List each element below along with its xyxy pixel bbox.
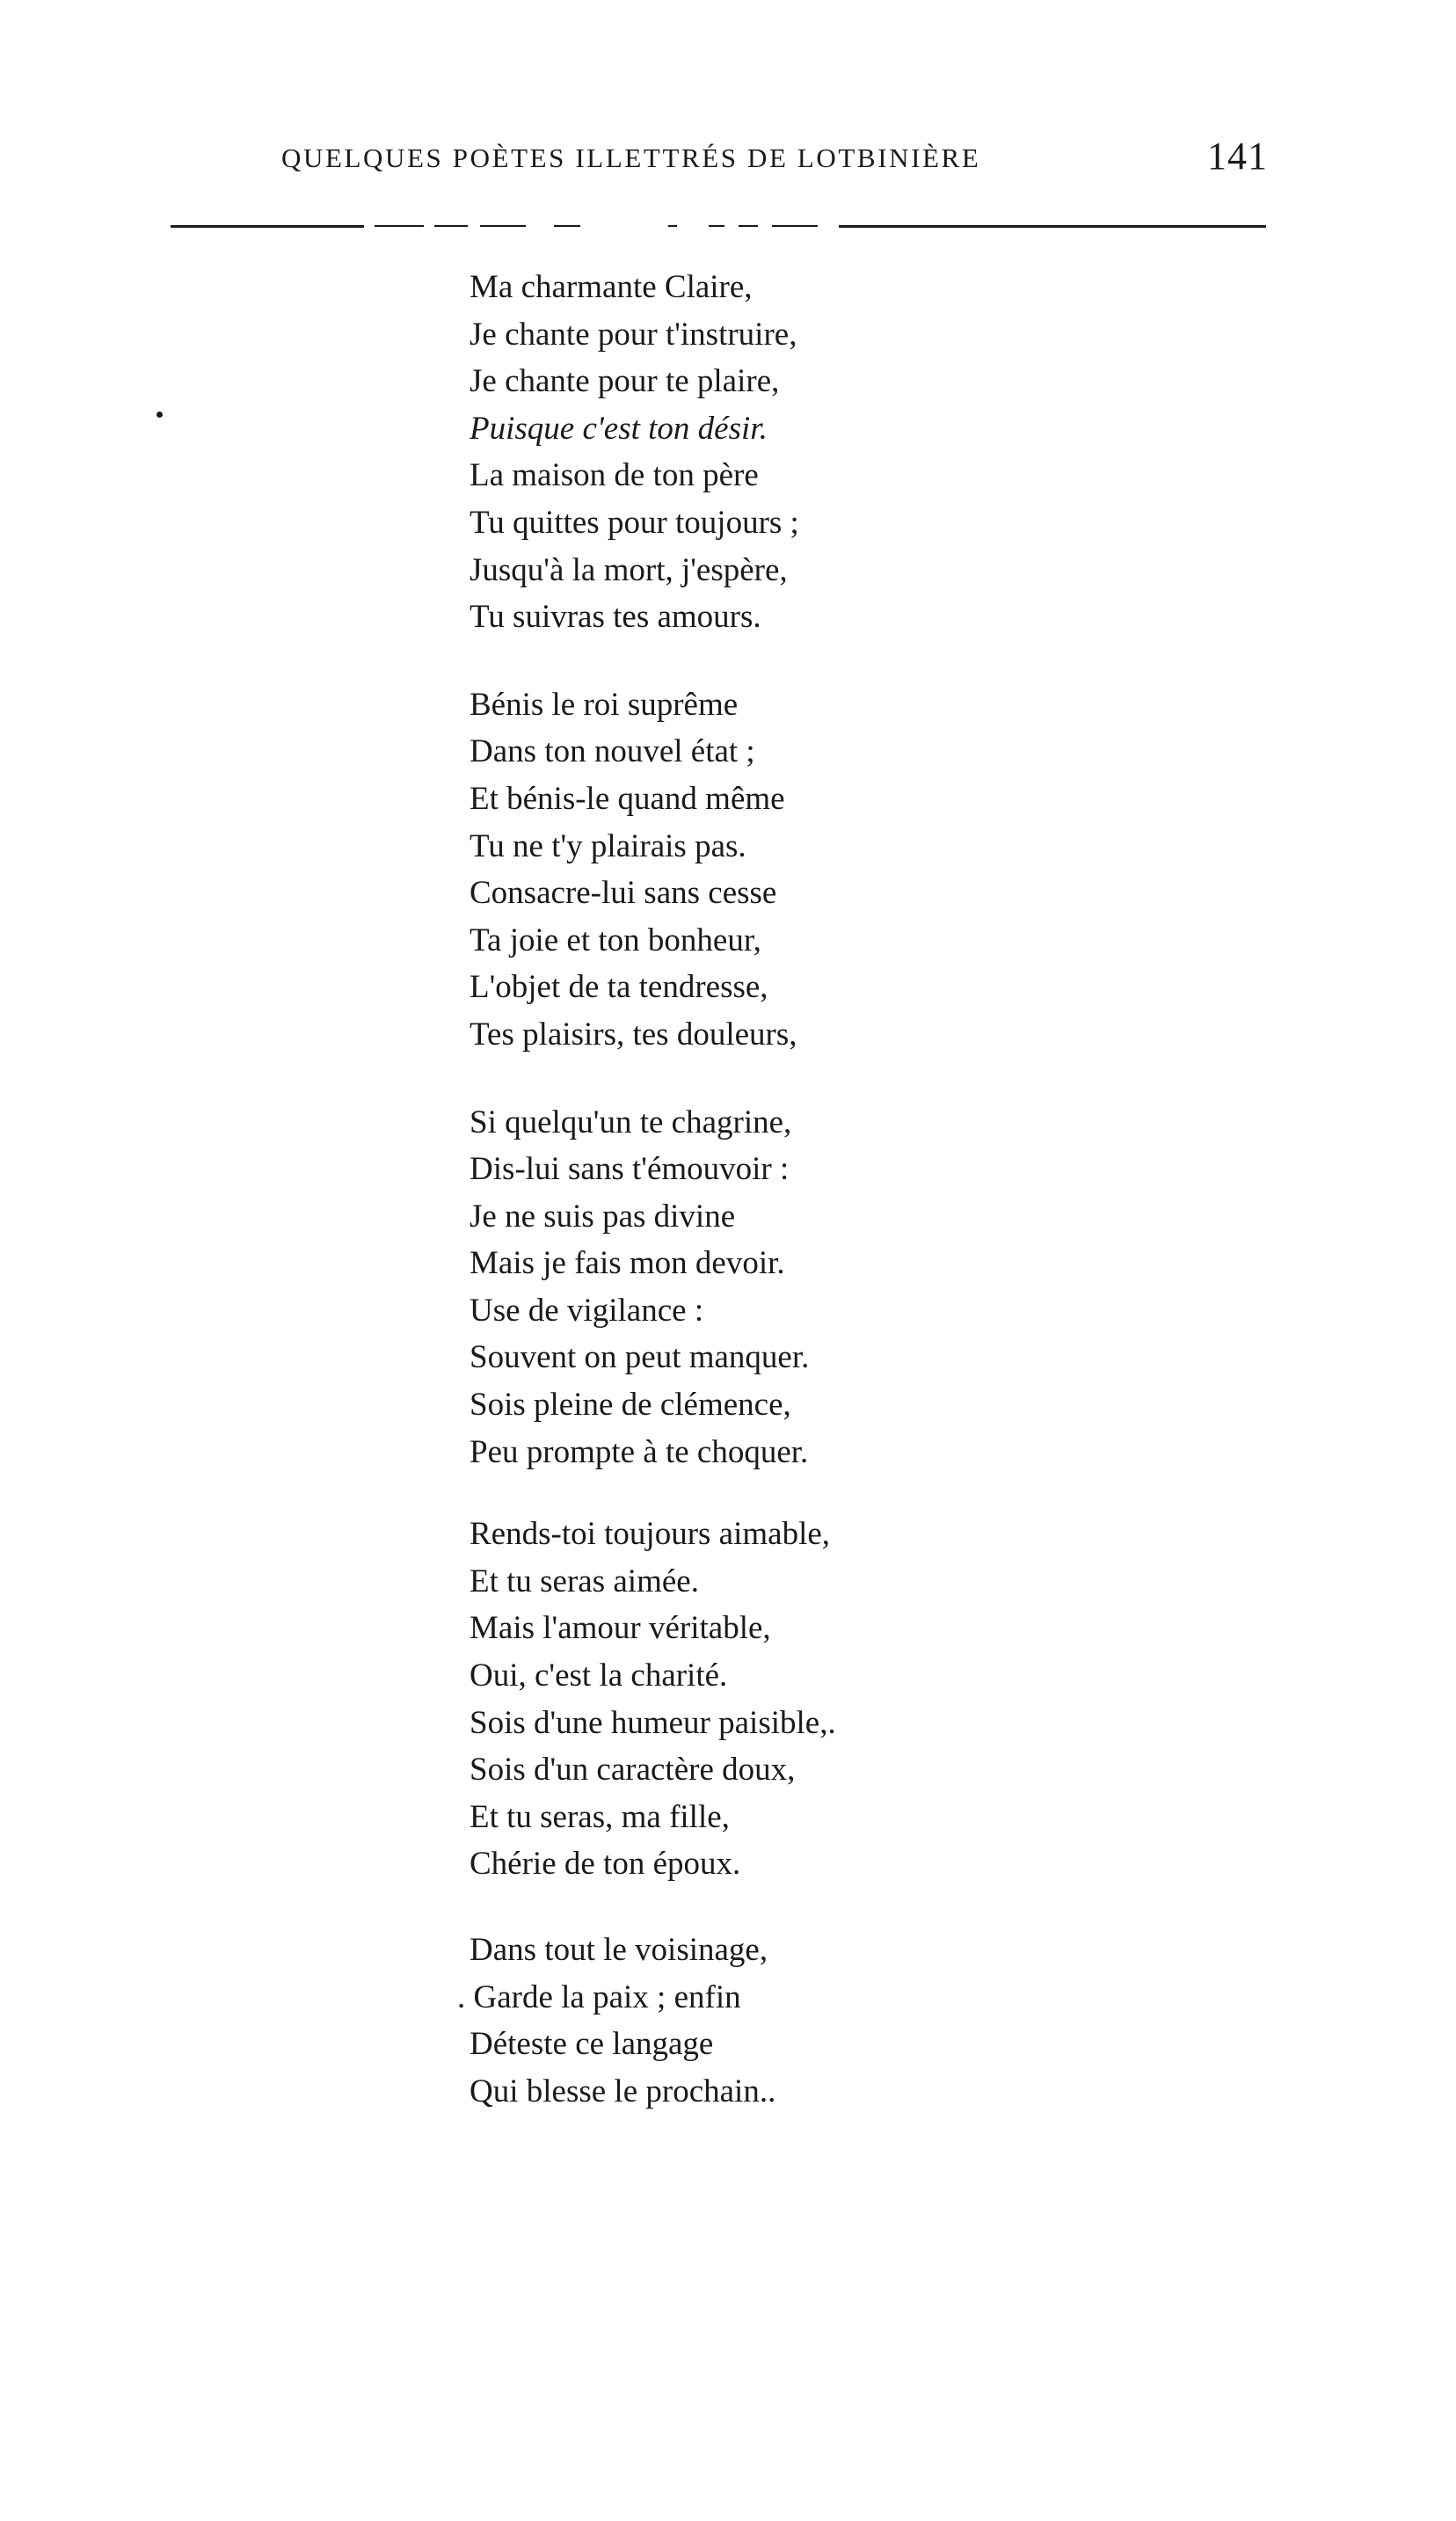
rule-segment — [739, 225, 758, 227]
poem-line: Tu ne t'y plairais pas. — [470, 827, 746, 864]
rule-segment — [480, 225, 526, 227]
poem-line: Si quelqu'un te chagrine, — [470, 1104, 792, 1140]
stray-ink-mark — [157, 412, 163, 418]
poem-line: Tes plaisirs, tes douleurs, — [470, 1016, 797, 1053]
poem-line: Dans tout le voisinage, — [470, 1932, 768, 1968]
poem-line: Mais je fais mon devoir. — [470, 1245, 785, 1282]
stanza — [470, 1511, 1261, 1888]
rule-segment — [839, 225, 1266, 228]
poem-line: Ta joie et ton bonheur, — [470, 922, 761, 958]
poem-line: . Garde la paix ; enfin — [457, 1978, 741, 2015]
rule-segment — [375, 225, 424, 227]
poem-line: Peu prompte à te choquer. — [470, 1433, 809, 1470]
stanza — [470, 1099, 1261, 1476]
poem-line: Sois d'un caractère doux, — [470, 1752, 796, 1789]
poem-line: Consacre-lui sans cesse — [470, 875, 777, 912]
rule-segment — [554, 225, 580, 227]
poem-line: Ma charmante Claire, — [470, 269, 753, 305]
poem-line: Oui, c'est la charité. — [470, 1658, 728, 1694]
poem-line: Sois d'une humeur paisible,. — [470, 1704, 836, 1741]
stanza — [470, 264, 1261, 641]
stanza — [470, 681, 1261, 1059]
poem-line: Use de vigilance : — [470, 1292, 704, 1329]
stanza — [457, 1927, 1261, 2115]
poem-line: L'objet de ta tendresse, — [470, 969, 768, 1006]
poem-line: La maison de ton père — [470, 457, 759, 494]
poem-line: Chérie de ton époux. — [470, 1846, 741, 1883]
poem-line: Puisque c'est ton désir. — [470, 410, 768, 447]
header-rule — [171, 225, 1266, 229]
rule-segment — [709, 225, 724, 227]
poem-line: Et tu seras aimée. — [470, 1563, 699, 1599]
poem-line: Souvent on peut manquer. — [470, 1339, 810, 1376]
poem-line: Rends-toi toujours aimable, — [470, 1516, 831, 1553]
poem-line: Je chante pour te plaire, — [470, 363, 780, 400]
rule-segment — [668, 225, 677, 227]
poem-line: Bénis le roi suprême — [470, 686, 739, 723]
poem-line: Jusqu'à la mort, j'espère, — [470, 551, 788, 588]
running-head — [281, 134, 1266, 186]
poem-line: Je chante pour t'instruire, — [470, 316, 797, 353]
poem-line: Déteste ce langage — [470, 2026, 714, 2063]
page-number: 141 — [1207, 135, 1268, 178]
rule-segment — [772, 225, 818, 227]
poem — [457, 264, 1261, 2115]
poem-line: Dis-lui sans t'émouvoir : — [470, 1151, 790, 1188]
rule-segment — [434, 225, 468, 227]
poem-line: Je ne suis pas divine — [470, 1198, 736, 1235]
rule-segment — [171, 225, 364, 228]
poem-line: Qui blesse le prochain.. — [470, 2073, 776, 2109]
poem-line: Dans ton nouvel état ; — [470, 733, 755, 770]
poem-line: Tu suivras tes amours. — [470, 599, 761, 636]
poem-line: Tu quittes pour toujours ; — [470, 504, 799, 541]
poem-line: Sois pleine de clémence, — [470, 1387, 791, 1424]
poem-line: Mais l'amour véritable, — [470, 1610, 771, 1647]
running-title: QUELQUES POÈTES ILLETTRÉS DE LOTBINIÈRE — [281, 142, 981, 173]
poem-line: Et bénis-le quand même — [470, 780, 785, 817]
poem-line: Et tu seras, ma fille, — [470, 1798, 730, 1835]
